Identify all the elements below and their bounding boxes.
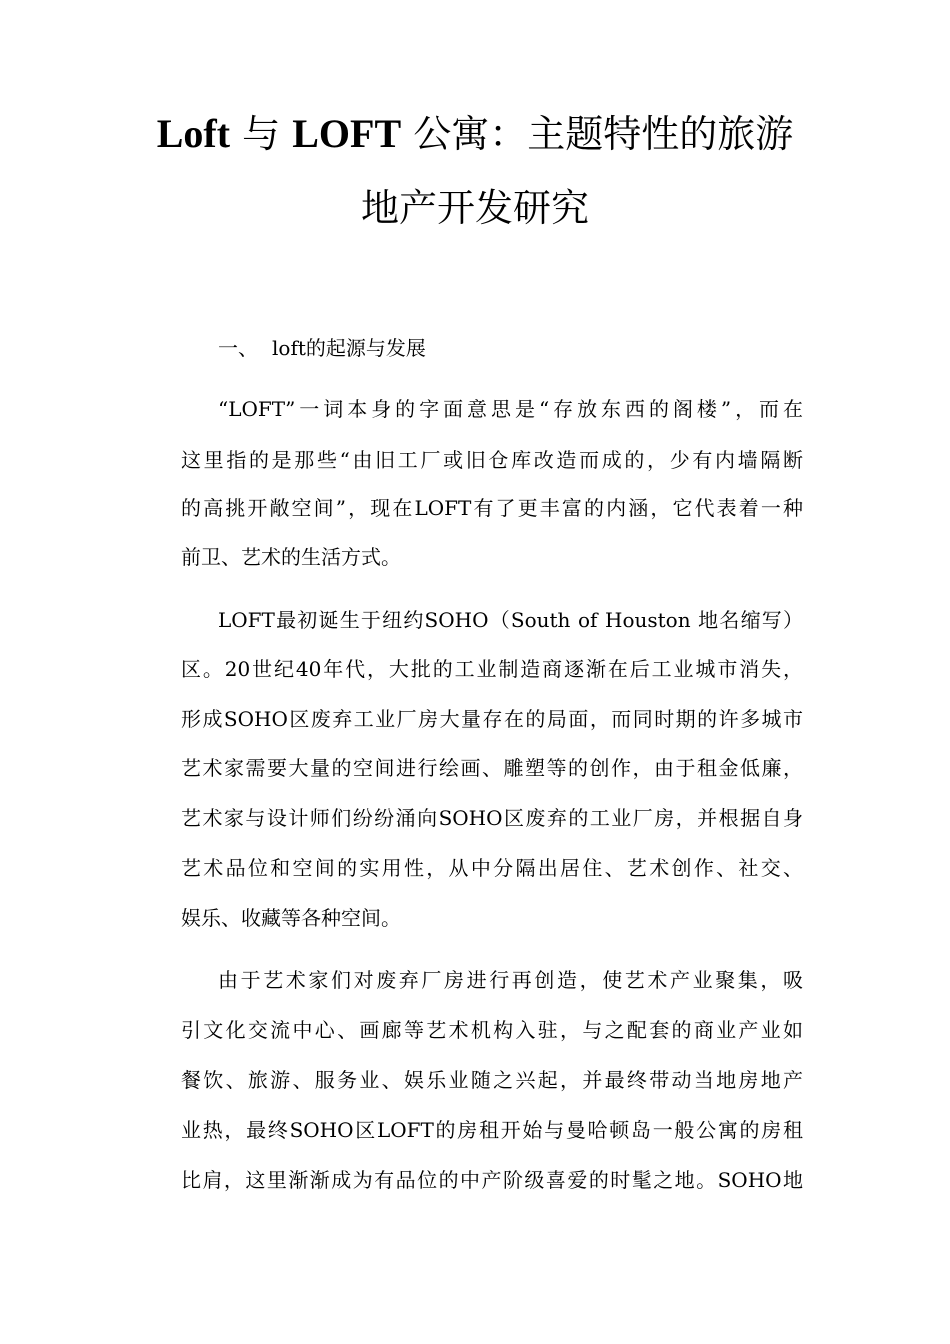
paragraph-2-line-7: 娱乐、收藏等各种空间。 [181, 906, 401, 930]
document-title-line-1 [100, 106, 850, 162]
paragraph-2-line-4: 艺术家需要大量的空间进行绘画、雕塑等的创作，由于租金低廉， [181, 756, 803, 780]
paragraph-3-line-2: 引文化交流中心、画廊等艺术机构入驻，与之配套的商业产业如 [181, 1018, 803, 1042]
title-word-loft-caps: LOFT [292, 111, 402, 156]
title-rest: 公寓：主题特性的旅游 [401, 112, 794, 156]
paragraph-2-line-3: 形成SOHO区废弃工业厂房大量存在的局面，而同时期的许多城市 [181, 707, 803, 731]
paragraph-2-line-6: 艺术品位和空间的实用性，从中分隔出居住、艺术创作、社交、 [181, 856, 803, 880]
paragraph-2-line-1: LOFT最初诞生于纽约SOHO（South of Houston 地名缩写） [218, 608, 803, 632]
paragraph-3-line-3: 餐饮、旅游、服务业、娱乐业随之兴起，并最终带动当地房地产 [181, 1068, 803, 1092]
paragraph-3-line-4: 业热，最终SOHO区LOFT的房租开始与曼哈顿岛一般公寓的房租 [181, 1118, 803, 1142]
paragraph-3-line-1: 由于艺术家们对废弃厂房进行再创造，使艺术产业聚集，吸 [218, 968, 803, 992]
paragraph-1-line-1: “LOFT”一词本身的字面意思是“存放东西的阁楼”，而在 [218, 397, 803, 421]
paragraph-2-line-5: 艺术家与设计师们纷纷涌向SOHO区废弃的工业厂房，并根据自身 [181, 806, 803, 830]
paragraph-3-line-5: 比肩，这里渐渐成为有品位的中产阶级喜爱的时髦之地。SOHO地 [181, 1168, 803, 1192]
paragraph-1-line-3: 的高挑开敞空间”，现在LOFT有了更丰富的内涵，它代表着一种 [181, 496, 803, 520]
paragraph-1-line-4: 前卫、艺术的生活方式。 [181, 545, 401, 569]
section-heading [218, 332, 426, 364]
title-connector: 与 [230, 112, 293, 156]
section-number: 一、 [218, 336, 258, 360]
paragraph-1-line-2: 这里指的是那些“由旧工厂或旧仓库改造而成的，少有内墙隔断 [181, 448, 803, 472]
document-title-line-2: 地产开发研究 [360, 186, 589, 230]
paragraph-2-line-2: 区。20世纪40年代，大批的工业制造商逐渐在后工业城市消失， [181, 657, 803, 681]
title-word-loft: Loft [156, 111, 231, 156]
section-heading-text: loft的起源与发展 [272, 336, 426, 360]
